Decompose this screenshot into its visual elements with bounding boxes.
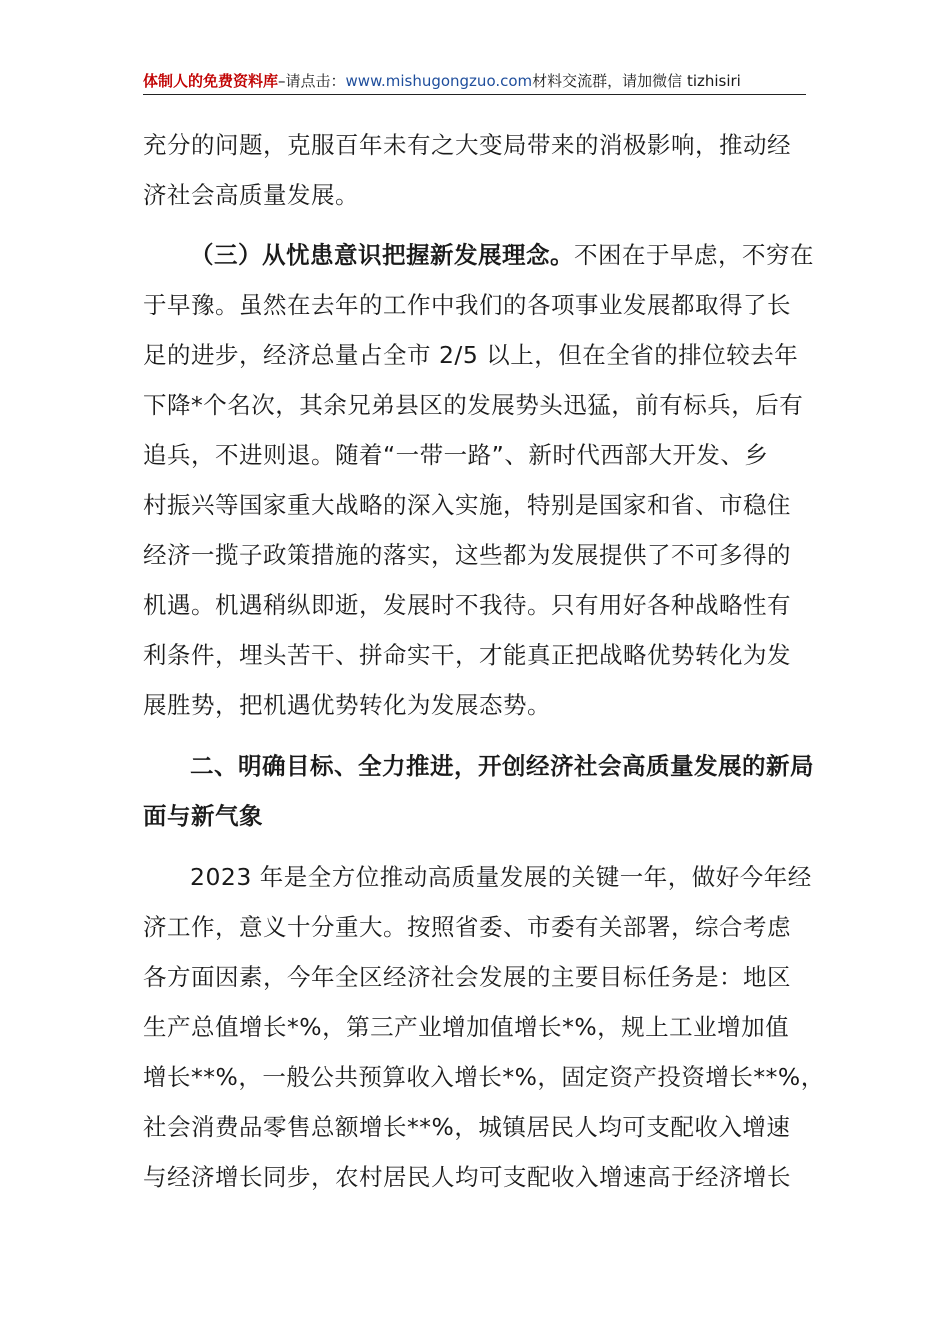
text-line: 足的进步，经济总量占全市 2/5 以上，但在全省的排位较去年: [143, 341, 799, 369]
text-line: 展胜势，把机遇优势转化为发展态势。: [143, 691, 551, 719]
text-line: 增长**%，一般公共预算收入增长*%，固定资产投资增长**%，: [143, 1063, 825, 1091]
text-fragment: 不困在于早虑，不穷在: [574, 241, 814, 269]
text-line: 济社会高质量发展。: [143, 181, 359, 209]
page-header: [143, 68, 806, 95]
section-heading: [143, 741, 814, 841]
heading-line: 二、明确目标、全力推进，开创经济社会高质量发展的新局: [190, 752, 814, 780]
header-link[interactable]: www.mishugongzuo.com: [345, 72, 533, 90]
text-line: 利条件，埋头苦干、拼命实干，才能真正把战略优势转化为发: [143, 641, 791, 669]
paragraph-3: [143, 852, 825, 1202]
heading-line: 面与新气象: [143, 802, 263, 830]
text-line: 各方面因素，今年全区经济社会发展的主要目标任务是：地区: [143, 963, 791, 991]
text-line: 2023 年是全方位推动高质量发展的关键一年，做好今年经: [190, 863, 812, 891]
text-line: 机遇。机遇稍纵即逝，发展时不我待。只有用好各种战略性有: [143, 591, 791, 619]
text-line: 村振兴等国家重大战略的深入实施，特别是国家和省、市稳住: [143, 491, 791, 519]
paragraph-1: [143, 120, 806, 220]
text-line: 与经济增长同步，农村居民人均可支配收入增速高于经济增长: [143, 1163, 791, 1191]
header-brand: 体制人的免费资料库: [143, 72, 279, 90]
paragraph-2: [143, 230, 814, 730]
text-line: [143, 230, 814, 280]
header-separator: –请点击：: [278, 72, 346, 90]
text-line: 充分的问题，克服百年未有之大变局带来的消极影响，推动经: [143, 131, 791, 159]
text-line: 济工作，意义十分重大。按照省委、市委有关部署，综合考虑: [143, 913, 791, 941]
text-line: 生产总值增长*%，第三产业增加值增长*%，规上工业增加值: [143, 1013, 790, 1041]
document-body: [143, 120, 825, 1202]
text-line: 追兵，不进则退。随着“一带一路”、新时代西部大开发、乡: [143, 441, 769, 469]
subsection-title: （三）从忧患意识把握新发展理念。: [190, 241, 574, 269]
text-line: 经济一揽子政策措施的落实，这些都为发展提供了不可多得的: [143, 541, 791, 569]
text-line: 社会消费品零售总额增长**%，城镇居民人均可支配收入增速: [143, 1113, 791, 1141]
text-line: 下降*个名次，其余兄弟县区的发展势头迅猛，前有标兵，后有: [143, 391, 804, 419]
text-line: 于早豫。虽然在去年的工作中我们的各项事业发展都取得了长: [143, 291, 791, 319]
header-tail: 材料交流群，请加微信 tizhisiri: [532, 72, 741, 90]
